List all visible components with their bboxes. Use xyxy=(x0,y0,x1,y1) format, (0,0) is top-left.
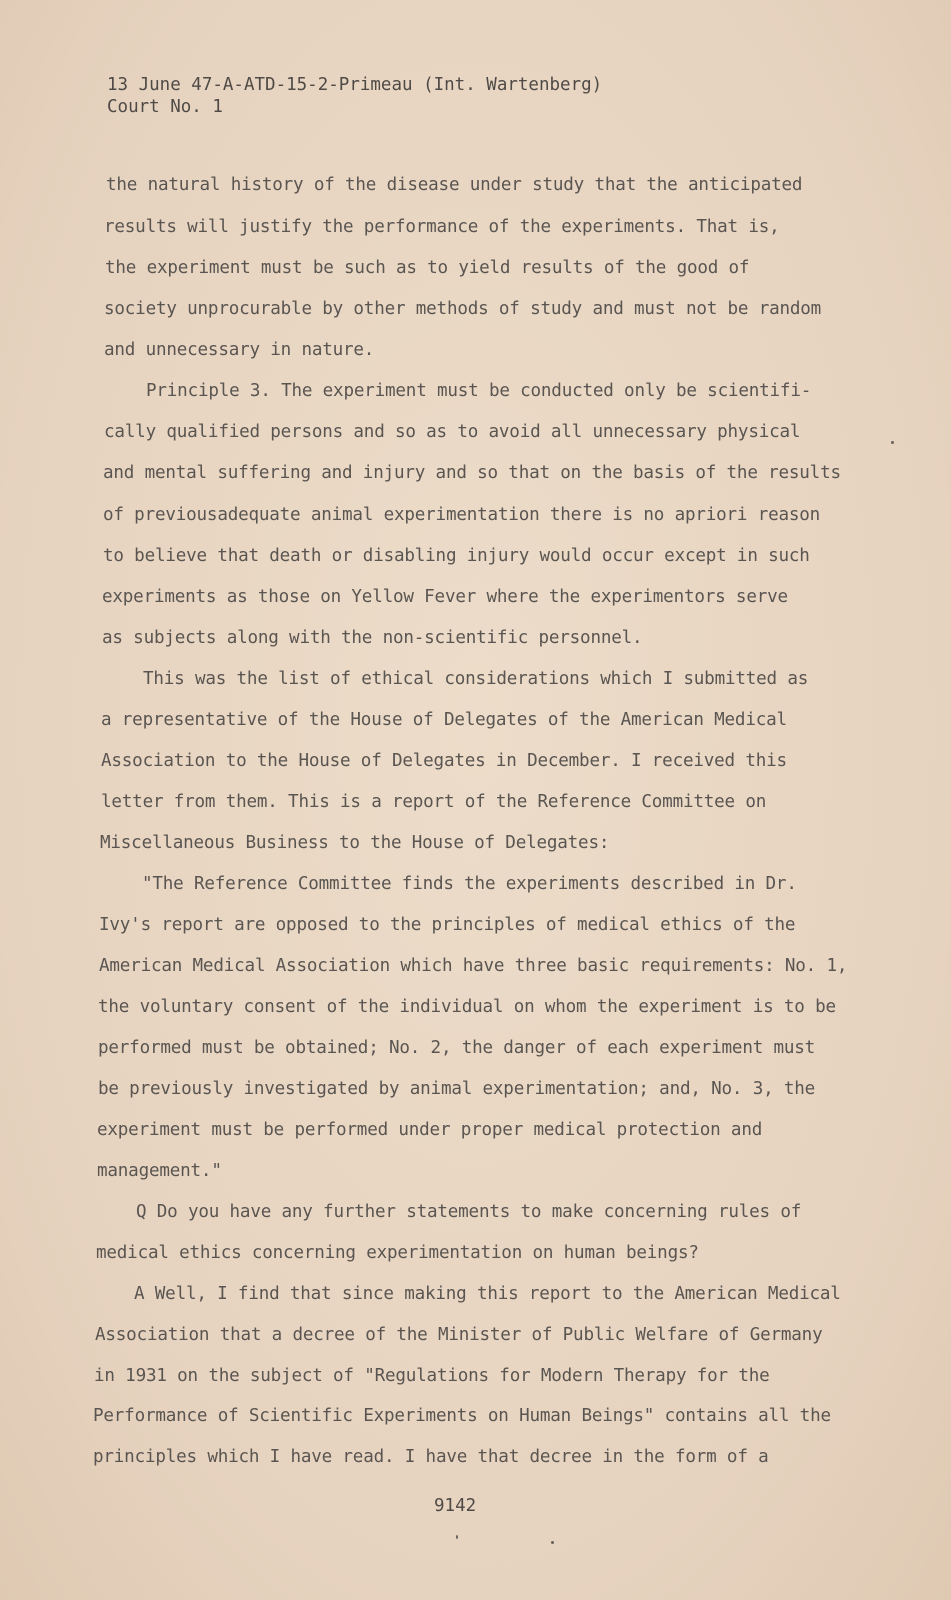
body-line: a representative of the House of Delegates of the American Medical xyxy=(101,710,787,730)
body-line: as subjects along with the non-scientific personnel. xyxy=(102,628,643,648)
body-line: This was the list of ethical considerations which I submitted as xyxy=(143,669,809,689)
body-line: the experiment must be such as to yield results of the good of xyxy=(105,258,750,278)
body-line: Miscellaneous Business to the House of Delegates: xyxy=(100,833,610,853)
paper-speck xyxy=(456,1535,458,1539)
body-line: "The Reference Committee finds the experiments described in Dr. xyxy=(142,874,797,894)
body-line: and unnecessary in nature. xyxy=(104,340,375,360)
body-line: American Medical Association which have three basic requirements: No. 1, xyxy=(99,956,848,976)
body-line: Principle 3. The experiment must be conducted only be scientifi- xyxy=(146,381,812,401)
body-line: society unprocurable by other methods of study and must not be random xyxy=(104,299,822,319)
body-line: experiments as those on Yellow Fever where the experimentors serve xyxy=(102,587,788,607)
body-line: Association to the House of Delegates in December. I received this xyxy=(101,751,787,771)
paper-speck xyxy=(891,441,894,444)
body-line: to believe that death or disabling injury would occur except in such xyxy=(103,546,810,566)
body-line: experiment must be performed under proper medical protection and xyxy=(97,1120,763,1140)
paper-speck xyxy=(551,1541,554,1544)
body-line: be previously investigated by animal experimentation; and, No. 3, the xyxy=(98,1079,816,1099)
body-line: the voluntary consent of the individual on whom the experiment is to be xyxy=(98,997,836,1017)
body-line: Q Do you have any further statements to make concerning rules of xyxy=(136,1202,802,1222)
body-line: Association that a decree of the Minister of Public Welfare of Germany xyxy=(95,1325,823,1345)
body-line: A Well, I find that since making this report to the American Medical xyxy=(134,1284,841,1304)
header-court-number: Court No. 1 xyxy=(107,97,223,117)
body-line: management." xyxy=(97,1161,222,1181)
body-line: cally qualified persons and so as to avoid all unnecessary physical xyxy=(104,422,801,442)
body-line: the natural history of the disease under study that the anticipated xyxy=(106,175,803,195)
body-line: of previousadequate animal experimentation there is no apriori reason xyxy=(103,505,821,525)
body-line: in 1931 on the subject of "Regulations for Modern Therapy for the xyxy=(94,1366,770,1386)
header-case-reference: 13 June 47-A-ATD-15-2-Primeau (Int. Wartenberg) xyxy=(107,75,603,95)
body-line: letter from them. This is a report of the Reference Committee on xyxy=(101,792,767,812)
body-line: principles which I have read. I have that decree in the form of a xyxy=(93,1447,769,1467)
body-line: results will justify the performance of the experiments. That is, xyxy=(104,217,780,237)
body-line: performed must be obtained; No. 2, the danger of each experiment must xyxy=(98,1038,816,1058)
document-header xyxy=(107,74,602,118)
body-line: Performance of Scientific Experiments on Human Beings" contains all the xyxy=(93,1406,831,1426)
body-line: medical ethics concerning experimentation on human beings? xyxy=(96,1243,699,1263)
body-line: and mental suffering and injury and so that on the basis of the results xyxy=(103,463,841,483)
page-number: 9142 xyxy=(434,1496,477,1516)
body-line: Ivy's report are opposed to the principles of medical ethics of the xyxy=(99,915,796,935)
